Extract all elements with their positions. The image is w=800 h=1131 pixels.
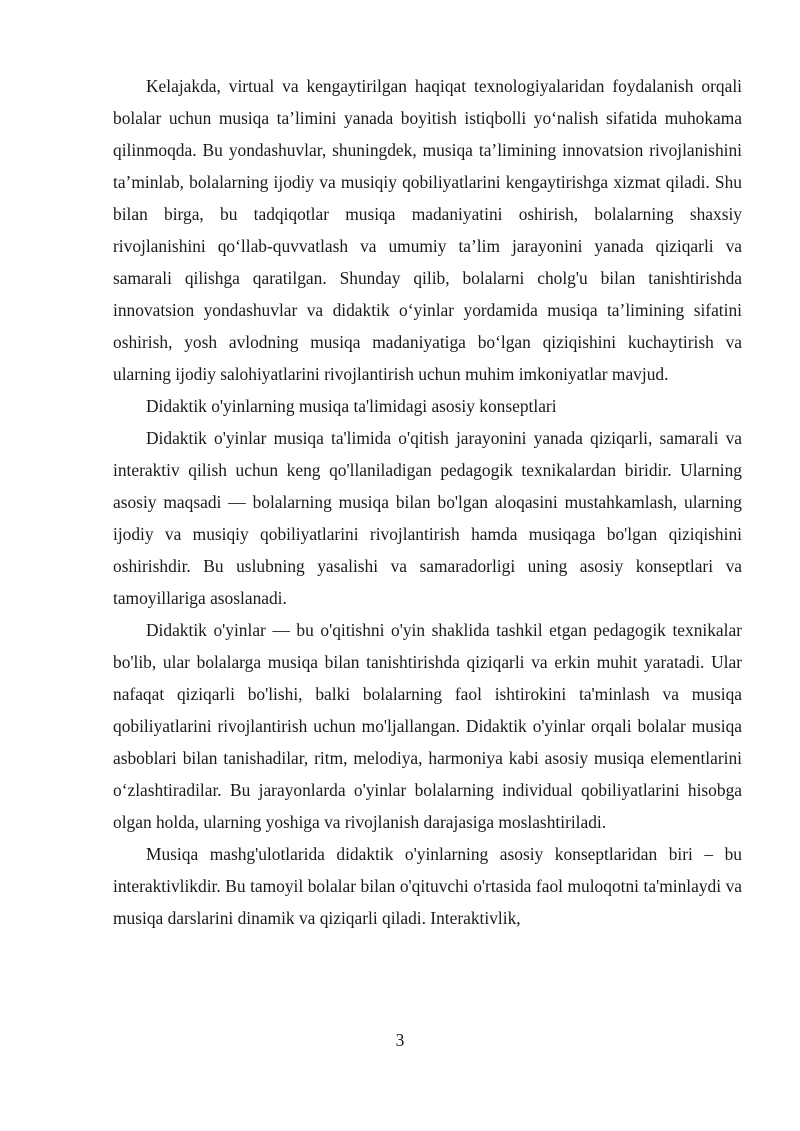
paragraph-interactivity: Musiqa mashg'ulotlarida didaktik o'yinlarning asosiy konseptlaridan biri – bu interaktivlikdir. Bu tamoyil bolalar bilan o'qituvchi o'rtasida faol muloqotni ta'minlaydi va musiqa darslarini dinamik va qiziqarli qiladi. Interaktivlik, bbox=[113, 844, 742, 928]
paragraph-future-technologies: Kelajakda, virtual va kengaytirilgan haqiqat texnologiyalaridan foydalanish orqali bolalar uchun musiqa ta’limini yanada boyitish istiqbolli yo‘nalish sifatida muhokama qilinmoqda. Bu yondashuvlar, shuningdek, musiqa ta’limining innovatsion rivojlanishini ta’minlab, bolalarning ijodiy va musiqiy qobiliyatlarini kengaytirishga xizmat qiladi. Shu bilan birga, bu tadqiqotlar musiqa madaniyatini oshirish, bolalarning shaxsiy rivojlanishini qo‘llab-quvvatlash va umumiy ta’lim jarayonini yanada qiziqarli va samarali qilishga qaratilgan. Shunday qilib, bolalarni cholg'u bilan tanishtirishda innovatsion yondashuvlar va didaktik o‘yinlar yordamida musiqa ta’limining sifatini oshirish, yosh avlodning musiqa madaniyatiga bo‘lgan qiziqishini kuchaytirish va ularning ijodiy salohiyatlarini rivojlantirish uchun muhim imkoniyatlar mavjud. bbox=[113, 76, 742, 384]
document-body bbox=[113, 70, 742, 934]
paragraph-didactic-games-definition: Didaktik o'yinlar — bu o'qitishni o'yin shaklida tashkil etgan pedagogik texnikalar bo'lib, ular bolalarga musiqa bilan tanishtirishda qiziqarli va erkin muhit yaratadi. Ular nafaqat qiziqarli bo'lishi, balki bolalarning faol ishtirokini ta'minlash va musiqa qobiliyatlarini rivojlantirish uchun mo'ljallangan. Didaktik o'yinlar orqali bolalar musiqa asboblari bilan tanishadilar, ritm, melodiya, harmoniya kabi asosiy musiqa elementlarini o‘zlashtiradilar. Bu jarayonlarda o'yinlar bolalarning individual qobiliyatlarini hisobga olgan holda, ularning yoshiga va rivojlanish darajasiga moslashtiriladi. bbox=[113, 620, 742, 832]
paragraph-didactic-games-intro: Didaktik o'yinlar musiqa ta'limida o'qitish jarayonini yanada qiziqarli, samarali va interaktiv qilish uchun keng qo'llaniladigan pedagogik texnikalardan biridir. Ularning asosiy maqsadi — bolalarning musiqa bilan bo'lgan aloqasini mustahkamlash, ularning ijodiy va musiqiy qobiliyatlarini rivojlantirish hamda musiqaga bo'lgan qiziqishini oshirishdir. Bu uslubning yasalishi va samaradorligi uning asosiy konseptlari va tamoyillariga asoslanadi. bbox=[113, 428, 742, 608]
section-heading: Didaktik o'yinlarning musiqa ta'limidagi asosiy konseptlari bbox=[146, 396, 557, 416]
page-number: 3 bbox=[395, 1030, 405, 1050]
